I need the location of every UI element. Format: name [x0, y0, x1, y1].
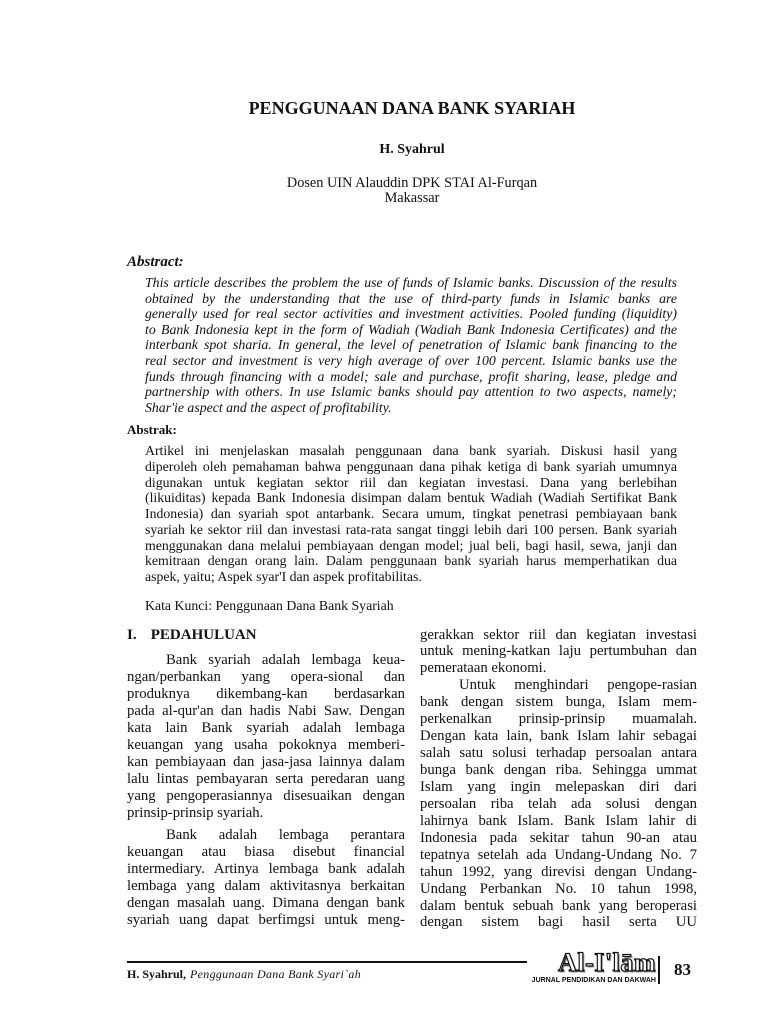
- body-line: salah satu solusi terhadap persoalan antara: [420, 745, 697, 762]
- body-line: Undang Perbankan No. 10 tahun 1998,: [420, 880, 697, 897]
- body-line: produknya dikembang-kan berdasarkan: [127, 685, 405, 702]
- abstrak-label: Abstrak:: [127, 422, 177, 437]
- journal-logo: [520, 950, 656, 985]
- abstrak-line: (likuiditas) kepada Bank Indonesia disimpan dalam bentuk Wadiah (Wadiah Sertifikat Bank: [145, 490, 677, 506]
- body-line: dengan masalah uang. Dimana dengan bank: [127, 894, 405, 911]
- affiliation-line: Dosen UIN Alauddin DPK STAI Al-Furqan: [286, 175, 538, 191]
- body-line: Bank adalah lembaga perantara: [166, 826, 405, 843]
- body-line: yang pengoperasiannya disesuaikan dengan: [127, 787, 405, 804]
- body-line: lahirnya bank Islam. Bank Islam lahir di: [420, 812, 697, 829]
- abstrak-text: [145, 443, 677, 585]
- abstrak-line: syariah ke sektor riil dan investasi rata-rata sangat tinggi lebih dari 100 persen. Bank syariah: [145, 521, 677, 537]
- body-line: Indonesia pada sekitar tahun 90-an atau: [420, 829, 697, 846]
- abstract-line: This article describes the problem the use of funds of Islamic banks. Discussion of the results: [145, 275, 677, 290]
- body-line: persoalan riba telah ada solusi dengan: [420, 795, 697, 812]
- abstrak-line: kemitraan dengan orang lain. Dalam penggunaan bank syariah harus memperhatikan dua: [145, 553, 677, 569]
- journal-logo-wordmark: Al-I'lām: [558, 948, 656, 977]
- abstrak-line: menggunakan dana melalui pembiayaan dengan model; jual beli, bagi hasil, sewa, janji dan: [145, 537, 677, 553]
- abstract-label: Abstract:: [127, 254, 184, 270]
- body-line: perkenalkan prinsip-prinsip muamalah.: [420, 711, 697, 728]
- body-line: untuk mening-katkan laju pertumbuhan dan: [420, 643, 697, 660]
- left-column-paragraph: [127, 827, 405, 929]
- body-line: gerakkan sektor riil dan kegiatan investasi: [420, 626, 697, 643]
- author-affiliation: [127, 176, 697, 206]
- abstrak-line: diperoleh oleh pemahaman bahwa penggunaan dana pihak ketiga di bank syariah umumnya: [145, 458, 677, 474]
- body-line: lalu lintas pembayaran serta peredaran uang: [127, 770, 405, 787]
- footer-separator: [658, 956, 660, 984]
- body-line: kata lain Bank syariah adalah lembaga: [127, 719, 405, 736]
- abstract-line: obtained by the understanding that the use of third-party funds in Islamic banks are: [145, 290, 677, 306]
- abstract-line: interbank spot sharia. In general, the level of penetration of Islamic bank financing to the: [145, 337, 677, 353]
- body-line: tahun 1992, yang direvisi dengan Undang-: [420, 863, 697, 880]
- running-footer: [127, 967, 361, 981]
- body-line: bank dengan sistem bunga, Islam mem-: [420, 694, 697, 711]
- abstract-line: partnership with others. In use Islamic banks should pay attention to two aspects, namely;: [145, 384, 677, 400]
- page-number: 83: [674, 960, 691, 979]
- abstrak-line: digunakan untuk kegiatan sektor riil dan kegiatan investasi. Dana yang berlebihan: [145, 474, 677, 490]
- article-title: PENGGUNAAN DANA BANK SYARIAH: [248, 98, 576, 118]
- body-line: bunga bank dengan riba. Sehingga ummat: [420, 762, 697, 778]
- body-line: kan pembiayaan dan jasa-jasa lainnya dalam: [127, 753, 405, 770]
- body-line: ngan/perbankan yang opera-sional dan: [127, 668, 405, 685]
- article-author: H. Syahrul: [379, 142, 445, 157]
- body-line: dengan sistem bagi hasil serta UU: [420, 914, 697, 931]
- abstract-line: to Bank Indonesia kept in the form of Wadiah (Wadiah Bank Indonesia Certificates) and the: [145, 321, 677, 337]
- body-line: tepatnya setelah ada Undang-Undang No. 7: [420, 846, 697, 863]
- keywords: Kata Kunci: Penggunaan Dana Bank Syariah: [145, 598, 394, 613]
- body-line: keuangan atau biasa disebut financial: [127, 843, 405, 860]
- abstract-line: real sector and investment is very high average of over 100 percent. Islamic banks use the: [145, 352, 677, 368]
- footer-author: H. Syahrul,: [127, 967, 187, 981]
- abstract-line: generally used for real sector activities and investment activities. Pooled funding (liquidity): [145, 306, 677, 322]
- body-line: Dengan kata lain, bank Islam lahir sebagai: [420, 728, 697, 745]
- abstrak-line: aspek, yaitu; Aspek syar'I dan aspek profitabilitas.: [145, 569, 422, 584]
- journal-subtitle: JURNAL PENDIDIKAN DAN DAKWAH: [531, 977, 656, 984]
- body-line: dalam bentuk sebuah bank yang beroperasi: [420, 897, 697, 914]
- body-line: intermediary. Artinya lembaga bank adalah: [127, 860, 405, 877]
- section-heading: [127, 626, 257, 644]
- body-line: pemerataan ekonomi.: [420, 660, 547, 677]
- abstract-line: funds through financing with a model; sale and purchase, profit sharing, lease, pledge and: [145, 368, 677, 384]
- right-column: [420, 627, 697, 932]
- footer-divider: [127, 961, 527, 963]
- section-title: PEDAHULUAN: [150, 627, 257, 643]
- section-number: I.: [127, 627, 137, 643]
- abstract-text: [145, 275, 677, 415]
- abstrak-line: Artikel ini menjelaskan masalah penggunaan dana bank syariah. Diskusi hasil yang: [145, 443, 677, 458]
- body-line: keuangan yang usaha pokoknya memberi-: [127, 736, 405, 753]
- left-column-paragraph: [127, 652, 405, 822]
- body-line: Untuk menghindari pengope-rasian: [459, 677, 697, 694]
- affiliation-line: Makassar: [384, 190, 440, 206]
- body-line: pada al-qur'an dan hadis Nabi Saw. Dengan: [127, 702, 405, 719]
- body-line: syariah uang dapat berfimgsi untuk meng-: [127, 911, 405, 928]
- body-line: prinsip-prinsip syariah.: [127, 804, 264, 821]
- footer-running-title: Penggunaan Dana Bank Syari`ah: [190, 967, 362, 981]
- body-line: Bank syariah adalah lembaga keua-: [166, 651, 405, 668]
- body-line: Islam yang ingin melepaskan diri dari: [420, 778, 697, 795]
- abstract-line: Shar'ie aspect and the aspect of profitability.: [145, 399, 392, 415]
- abstrak-line: Indonesia) dan syariah spot antarbank. Secara umum, tingkat penetrasi pembiayaan bank: [145, 506, 677, 521]
- body-line: lembaga yang dalam aktivitasnya berkaitan: [127, 877, 405, 894]
